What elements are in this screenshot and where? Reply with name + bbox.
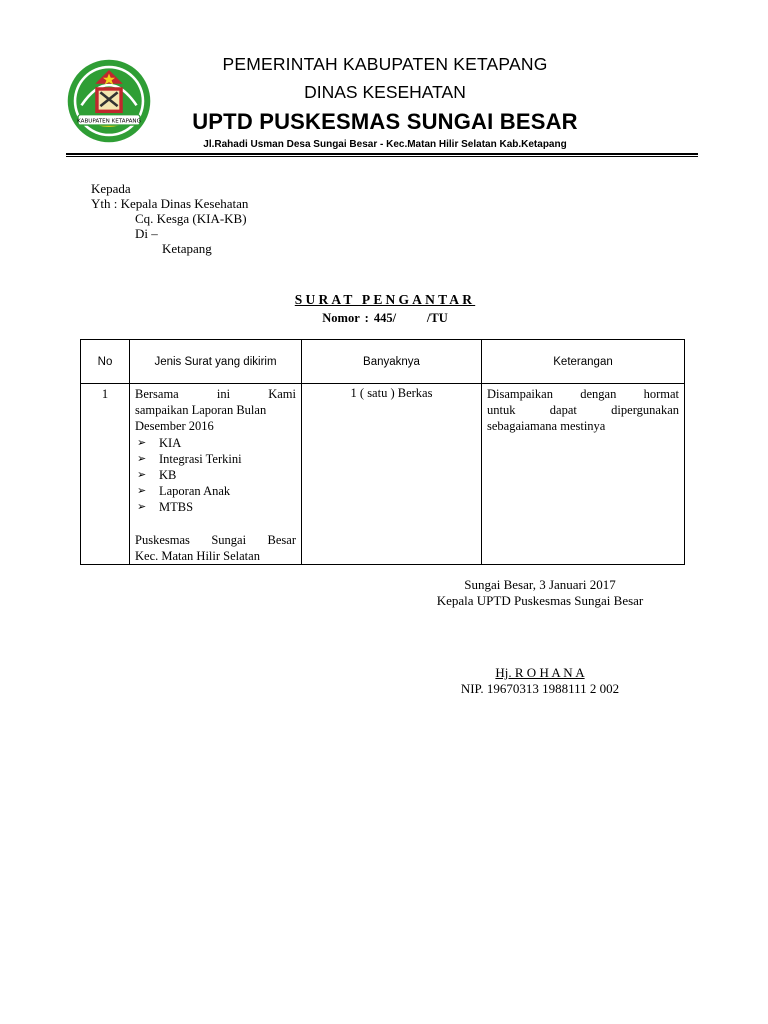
header-institution: UPTD PUSKESMAS SUNGAI BESAR xyxy=(192,109,578,134)
kabupaten-ketapang-logo xyxy=(66,58,152,144)
arrow-bullet-icon: ➢ xyxy=(137,451,147,465)
jenis-line-2: sampaikan Laporan Bulan xyxy=(135,403,267,418)
list-item: ➢ MTBS xyxy=(137,500,194,515)
list-item: ➢ Integrasi Terkini xyxy=(137,451,242,466)
recipient-city: Ketapang xyxy=(162,241,212,256)
recipient-yth: Yth : Kepala Dinas Kesehatan xyxy=(91,196,249,211)
header-rule-thin xyxy=(66,156,698,157)
cell-banyaknya: 1 ( satu ) Berkas xyxy=(302,384,482,565)
recipient-cq: Cq. Kesga (KIA-KB) xyxy=(135,211,247,226)
header-rule-thick xyxy=(66,153,698,155)
list-item: ➢ KIA xyxy=(137,435,182,450)
document-list xyxy=(135,435,296,516)
header-government: PEMERINTAH KABUPATEN KETAPANG xyxy=(222,54,548,74)
signature-position: Kepala UPTD Puskesmas Sungai Besar xyxy=(436,593,644,608)
letter-title: SURAT PENGANTAR xyxy=(294,292,476,307)
arrow-bullet-icon: ➢ xyxy=(137,484,147,498)
cell-jenis xyxy=(130,384,302,565)
header-address: Jl.Rahadi Usman Desa Sungai Besar - Kec.Matan Hilir Selatan Kab.Ketapang xyxy=(203,139,567,150)
jenis-line-3: Desember 2016 xyxy=(135,419,214,434)
header-department: DINAS KESEHATAN xyxy=(304,82,466,102)
signature-nip: NIP. 19670313 1988111 2 002 xyxy=(460,681,620,696)
keterangan-line-1: Disampaikan dengan hormat xyxy=(487,387,679,401)
arrow-bullet-icon: ➢ xyxy=(137,435,147,449)
jenis-footer-2: Kec. Matan Hilir Selatan xyxy=(135,548,260,563)
list-item: ➢ Laporan Anak xyxy=(137,484,231,499)
jenis-line-1: Bersama ini Kami xyxy=(135,387,296,401)
header-no: No xyxy=(81,340,130,384)
logo-text: KABUPATEN KETAPANG xyxy=(77,118,141,125)
arrow-bullet-icon: ➢ xyxy=(137,468,147,482)
letter-number: Nomor : 445/ /TU xyxy=(322,311,448,325)
header-banyaknya: Banyaknya xyxy=(302,340,482,384)
cell-no: 1 xyxy=(81,384,130,565)
signature-name: Hj. R O H A N A xyxy=(495,665,585,680)
keterangan-line-3: sebagaiamana mestinya xyxy=(487,419,606,434)
header-jenis: Jenis Surat yang dikirim xyxy=(130,340,302,384)
keterangan-line-2: untuk dapat dipergunakan xyxy=(487,403,679,418)
recipient-di: Di – xyxy=(135,226,158,241)
arrow-bullet-icon: ➢ xyxy=(137,500,147,514)
list-item: ➢ KB xyxy=(137,468,177,483)
recipient-kepada: Kepada xyxy=(91,181,131,196)
cell-keterangan xyxy=(482,384,685,565)
document-table xyxy=(80,339,685,565)
jenis-footer-1: Puskesmas Sungai Besar xyxy=(135,532,296,547)
header-keterangan: Keterangan xyxy=(482,340,685,384)
table-header-row xyxy=(81,340,685,384)
table-row xyxy=(81,384,685,565)
signature-place-date: Sungai Besar, 3 Januari 2017 xyxy=(464,577,616,592)
